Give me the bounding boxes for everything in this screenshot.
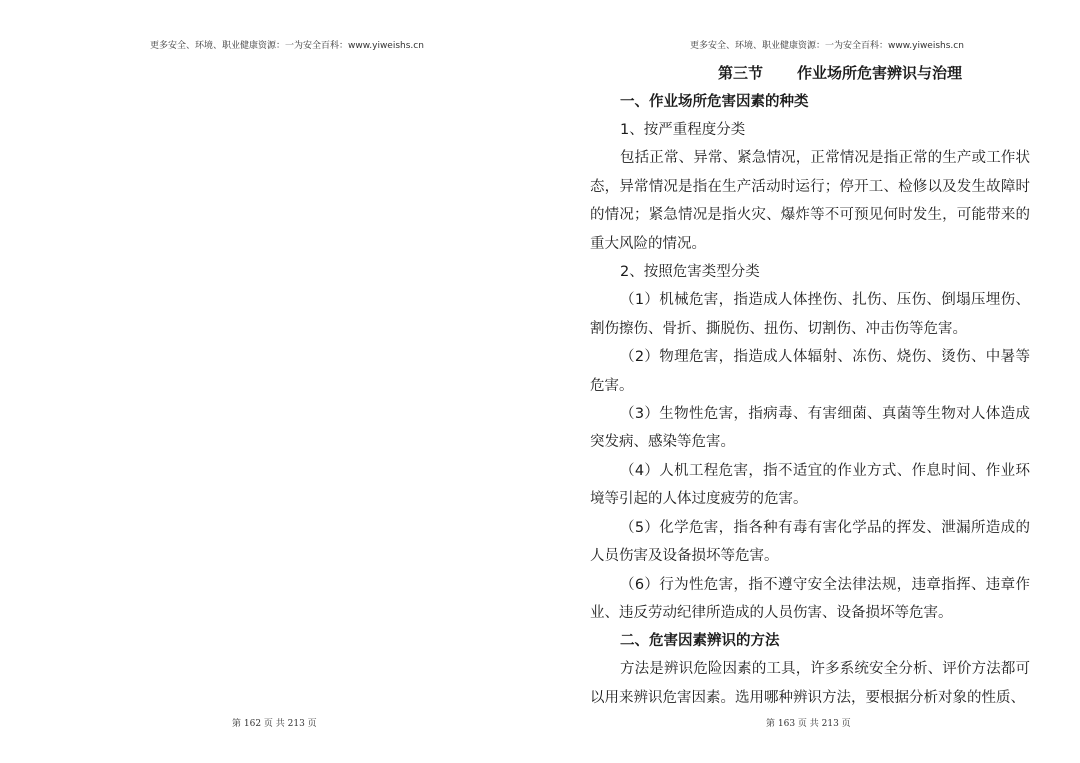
paragraph-methods: 方法是辨识危险因素的工具，许多系统安全分析、评价方法都可以用来辨识危害因素。选用哪种辨识方法，要根据分析对象的性质、 xyxy=(590,661,1030,706)
list-item-ergonomic: （4）人机工程危害，指不适宜的作业方式、作息时间、作业环境等引起的人体过度疲劳的危害。 xyxy=(590,462,1030,508)
page-header: 更多安全、环境、职业健康资源：一为安全百科：www.yiweishs.cn xyxy=(150,41,424,51)
section-title xyxy=(590,58,1030,88)
subheading-by-severity: 1、按严重程度分类 xyxy=(620,122,746,138)
page-footer: 第 163 页 共 213 页 xyxy=(766,719,851,729)
heading-identification-methods: 二、危害因素辨识的方法 xyxy=(620,633,780,650)
subheading-by-type: 2、按照危害类型分类 xyxy=(620,264,760,281)
list-item-mechanical: （1）机械危害，指造成人体挫伤、扎伤、压伤、倒塌压埋伤、割伤擦伤、骨折、撕脱伤、扭伤、切割伤、冲击伤等危害。 xyxy=(590,292,1030,337)
section-name: 作业场所危害辨识与治理 xyxy=(797,64,963,82)
list-item-physical: （2）物理危害，指造成人体辐射、冻伤、烧伤、烫伤、中暑等危害。 xyxy=(590,349,1030,394)
page-footer: 第 162 页 共 213 页 xyxy=(232,719,317,729)
paragraph-severity: 包括正常、异常、紧急情况，正常情况是指正常的生产或工作状态，异常情况是指在生产活动时运行；停开工、检修以及发生故障时的情况；紧急情况是指火灾、爆炸等不可预见何时发生，可能带来的重大风险的情况。 xyxy=(590,150,1030,252)
section-number: 第三节 xyxy=(717,64,763,82)
heading-hazard-types: 一、作业场所危害因素的种类 xyxy=(620,94,809,110)
page-content xyxy=(590,58,1030,712)
list-item-behavioral: （6）行为性危害，指不遵守安全法律法规，违章指挥、违章作业、违反劳动纪律所造成的人员伤害、设备损坏等危害。 xyxy=(590,576,1030,621)
list-item-biological: （3）生物性危害，指病毒、有害细菌、真菌等生物对人体造成突发病、感染等危害。 xyxy=(590,406,1030,451)
page-header: 更多安全、环境、职业健康资源：一为安全百科：www.yiweishs.cn xyxy=(690,41,964,51)
list-item-chemical: （5）化学危害，指各种有毒有害化学品的挥发、泄漏所造成的人员伤害及设备损坏等危害。 xyxy=(590,519,1030,565)
right-page xyxy=(540,0,1080,763)
